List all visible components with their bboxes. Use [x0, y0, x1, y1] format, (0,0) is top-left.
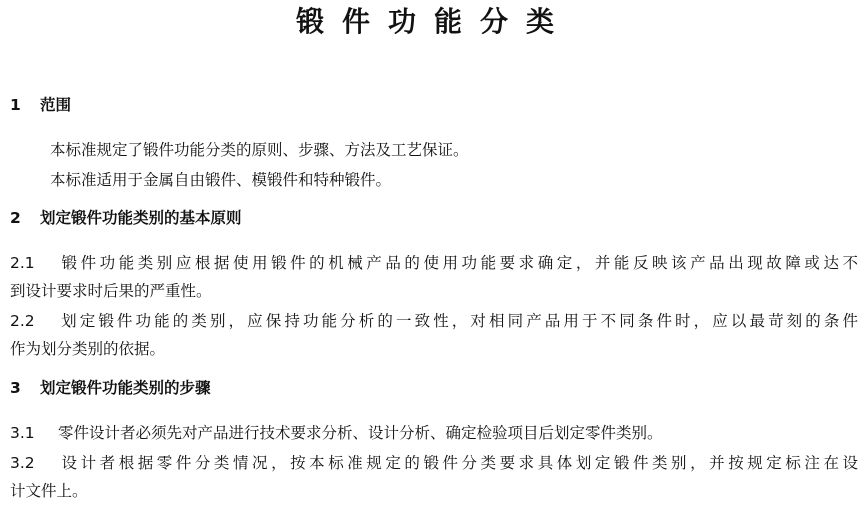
section-number: 1 [10, 96, 21, 114]
section-number: 2 [10, 209, 21, 227]
clause-text: 设计者根据零件分类情况，按本标准规定的锻件分类要求具体划定锻件类别，并按规定标注在设 [58, 454, 858, 472]
section-title: 范围 [40, 96, 72, 114]
section-title: 划定锻件功能类别的步骤 [40, 379, 211, 397]
clause-number: 2.2 [10, 312, 35, 330]
paragraph: 本标准适用于金属自由锻件、模锻件和特种锻件。 [50, 171, 392, 189]
clause-2-1-line-1 [10, 253, 858, 273]
clause-text: 锻件功能类别应根据使用锻件的机械产品的使用功能要求确定，并能反映该产品出现故障或达不 [58, 254, 858, 272]
section-number: 3 [10, 379, 21, 397]
clause-2-2-line-1 [10, 311, 858, 331]
clause-3-2-line-1 [10, 453, 858, 473]
clause-3-2-line-2: 计文件上。 [10, 482, 88, 500]
clause-2-1-line-2: 到设计要求时后果的严重性。 [10, 282, 212, 300]
clause-3-1-line-1 [10, 423, 663, 443]
section-3-heading [10, 378, 211, 398]
clause-number: 2.1 [10, 254, 35, 272]
section-1-heading [10, 95, 71, 115]
section-title: 划定锻件功能类别的基本原则 [40, 209, 242, 227]
clause-text: 零件设计者必须先对产品进行技术要求分析、设计分析、确定检验项目后划定零件类别。 [58, 424, 663, 442]
clause-text: 划定锻件功能的类别，应保持功能分析的一致性，对相同产品用于不同条件时，应以最苛刻的条件 [58, 312, 858, 330]
section-2-heading [10, 208, 242, 228]
paragraph: 本标准规定了锻件功能分类的原则、步骤、方法及工艺保证。 [50, 141, 469, 159]
clause-number: 3.2 [10, 454, 35, 472]
clause-2-2-line-2: 作为划分类别的依据。 [10, 340, 166, 358]
clause-number: 3.1 [10, 424, 35, 442]
document-title: 锻件功能分类 [295, 5, 572, 38]
